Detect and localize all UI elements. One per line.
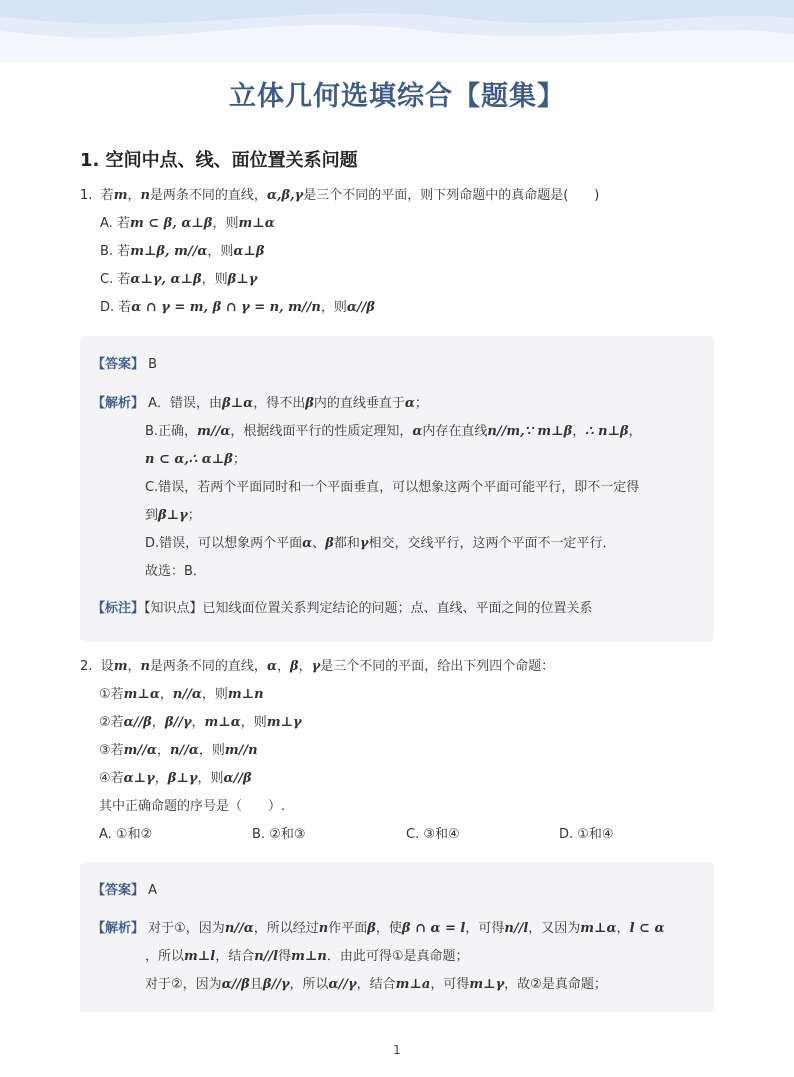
- page-title: 立体几何选填综合【题集】: [229, 81, 565, 112]
- q1-analysis-line: D.错误，可以想象两个平面α、β都和γ相交，交线平行，这两个平面不一定平行．: [145, 536, 616, 551]
- q1-analysis-line: 到β⊥γ；: [145, 508, 201, 523]
- q1-analysis-line: C.错误，若两个平面同时和一个平面垂直，可以想象这两个平面可能平行，即不一定得: [145, 480, 640, 495]
- q1-option-c: C. 若α⊥γ, α⊥β，则β⊥γ: [100, 272, 258, 287]
- q1-option-a: A. 若m ⊂ β, α⊥β，则m⊥α: [100, 216, 275, 231]
- q2-question: 其中正确命题的序号是（ ）.: [99, 799, 286, 814]
- q1-analysis-line: B.正确，m//α，根据线面平行的性质定理知，α内存在直线n//m,∵ m⊥β，∴ n⊥β，: [145, 424, 642, 439]
- q2-proposition: ④若α⊥γ，β⊥γ，则α//β: [99, 771, 252, 786]
- q1-option-d: D. 若α ∩ γ = m, β ∩ γ = n, m//n，则α//β: [100, 300, 376, 315]
- q1-analysis-line: 故选：B．: [145, 564, 206, 579]
- section-title: 1. 空间中点、线、面位置关系问题: [80, 150, 358, 171]
- q2-answer: 【答案】 A: [92, 883, 158, 898]
- q2-analysis-line: 【解析】 对于①，因为n//α，所以经过n作平面β，使β ∩ α = l，可得n//l，又因为m⊥α，l ⊂ α: [92, 921, 665, 936]
- q2-analysis-line: 对于②，因为α//β且β//γ，所以α//γ，结合m⊥a，可得m⊥γ，故②是真命题；: [145, 977, 607, 992]
- header-wave-banner: [0, 0, 794, 62]
- q2-proposition: ①若m⊥α，n//α，则m⊥n: [99, 687, 264, 702]
- page-number: 1: [393, 1043, 401, 1057]
- q2-proposition: ②若α//β，β//γ，m⊥α，则m⊥γ: [99, 715, 302, 730]
- q1-option-b: B. 若m⊥β, m//α，则α⊥β: [100, 244, 265, 259]
- q2-option-b: B. ②和③: [252, 827, 306, 842]
- q2-option-a: A. ①和②: [99, 827, 153, 842]
- q1-answer: 【答案】 B: [92, 357, 158, 372]
- q2-proposition: ③若m//α，n//α，则m//n: [99, 743, 258, 758]
- q2-option-c: C. ③和④: [406, 827, 460, 842]
- q2-analysis-line: ，所以m⊥l，结合n//l得m⊥n．由此可得①是真命题；: [145, 949, 469, 964]
- q2-option-d: D. ①和④: [559, 827, 614, 842]
- q1-note: 【标注】【知识点】已知线面位置关系判定结论的问题；点、直线、平面之间的位置关系: [92, 601, 593, 616]
- q1-stem: 1. 若m，n是两条不同的直线，α,β,γ是三个不同的平面，则下列命题中的真命题是( ): [80, 188, 600, 203]
- q1-analysis-line: n ⊂ α,∴ α⊥β；: [145, 452, 246, 467]
- q1-analysis-line: 【解析】 A．错误，由β⊥α，得不出β内的直线垂直于α；: [92, 396, 428, 411]
- q2-stem: 2. 设m，n是两条不同的直线，α，β，γ是三个不同的平面，给出下列四个命题：: [80, 659, 555, 674]
